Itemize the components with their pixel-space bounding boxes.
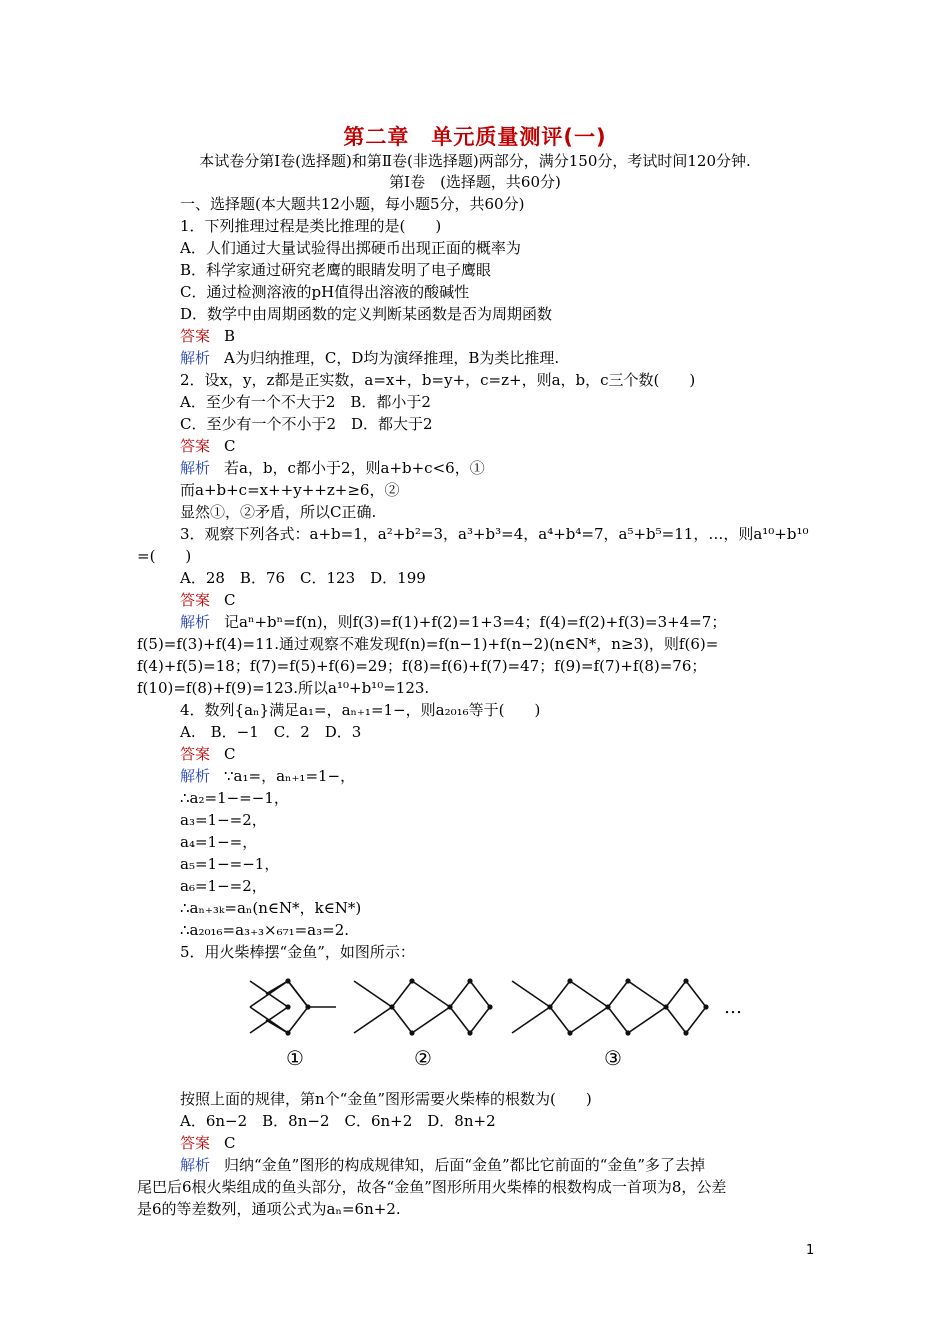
q3-analysis-line4: f(10)=f(8)+f(9)=123.所以a¹⁰+b¹⁰=123. [137,679,430,697]
q5-analysis-text: 归纳“金鱼”图形的构成规律知，后面“金鱼”都比它前面的“金鱼”多了去掉 [224,1156,706,1174]
q4-step-5: a₆=1−=2， [180,877,267,895]
q3-analysis-line2: f(5)=f(3)+f(4)=11.通过观察不难发现f(n)=f(n−1)+f(n−2)(n∈N*，n≥3)，则f(6)= [137,635,719,653]
q4-step-1: ∴a₂=1−=−1， [180,789,289,807]
q1-analysis-text: A为归纳推理，C，D均为演绎推理，B为类比推理. [224,349,560,367]
fish-2-shape [354,981,490,1033]
q2-options-1: A．至少有一个不大于2 B．都小于2 [180,393,431,411]
analysis-tag: 解析 [180,613,211,631]
goldfish-matchstick-figure [236,963,760,1081]
q5-answer-value: C [224,1134,236,1152]
q5-analysis [180,1155,705,1175]
q5-options: A．6n−2 B．8n−2 C．6n+2 D．8n+2 [180,1112,496,1130]
q2-analysis [180,458,485,478]
section1-heading: 一、选择题(本大题共12小题，每小题5分，共60分) [180,195,525,213]
q3-analysis [180,612,726,632]
q5-analysis-line2: 尾巴后6根火柴组成的鱼头部分，故各“金鱼”图形所用火柴棒的根数构成一首项为8，公差 [137,1178,727,1196]
figure-label-2: ② [414,1046,432,1070]
q4-options: A. B．−1 C．2 D．3 [180,723,362,741]
q1-option-c: C．通过检测溶液的pH值得出溶液的酸碱性 [180,283,470,301]
q4-step-7: ∴a₂₀₁₆=a₃₊₃×₆₇₁=a₃=2. [180,921,350,939]
q2-analysis-line2: 而a+b+c=x++y++z+≥6，② [180,481,400,499]
q4-analysis [180,766,355,786]
q2-options-2: C．至少有一个不小于2 D．都大于2 [180,415,433,433]
q3-stem: 3．观察下列各式：a+b=1，a²+b²=3，a³+b³=4，a⁴+b⁴=7，a⁵+b⁵=11，…，则a¹⁰+b¹⁰ [180,525,809,543]
q2-analysis-line3: 显然①，②矛盾，所以C正确. [180,503,377,521]
answer-tag: 答案 [180,591,211,609]
q5-stem: 5．用火柴棒摆“金鱼”，如图所示： [180,943,415,961]
q1-stem: 1．下列推理过程是类比推理的是( ) [180,217,442,235]
q4-answer [180,744,236,764]
q5-question: 按照上面的规律，第n个“金鱼”图形需要火柴棒的根数为( ) [180,1090,592,1108]
q1-option-d: D．数学中由周期函数的定义判断某函数是否为周期函数 [180,305,553,323]
q4-step-6: ∴aₙ₊₃ₖ=aₙ(n∈N*，k∈N*) [180,899,362,917]
page-number: 1 [806,1243,815,1258]
q1-option-b: B．科学家通过研究老鹰的眼睛发明了电子鹰眼 [180,261,492,279]
analysis-tag: 解析 [180,1156,211,1174]
answer-tag: 答案 [180,437,211,455]
chapter-title: 第二章 单元质量测评(一) [343,125,607,149]
q3-answer [180,590,236,610]
q1-option-a: A．人们通过大量试验得出掷硬币出现正面的概率为 [180,239,521,257]
fish-1-shape [250,981,336,1033]
q3-answer-value: C [224,591,236,609]
q4-analysis-text: ∵a₁=，aₙ₊₁=1−， [224,767,356,785]
q4-stem: 4．数列{aₙ}满足a₁=，aₙ₊₁=1−，则a₂₀₁₆等于( ) [180,701,541,719]
analysis-tag: 解析 [180,349,211,367]
q5-analysis-line3: 是6的等差数列，通项公式为aₙ=6n+2. [137,1200,401,1218]
q1-answer-value: B [224,327,236,345]
q3-analysis-text: 记aⁿ+bⁿ=f(n)，则f(3)=f(1)+f(2)=1+3=4；f(4)=f(2)+f(3)=3+4=7； [224,613,727,631]
q3-options: A．28 B．76 C．123 D．199 [180,569,426,587]
q2-analysis-text: 若a，b，c都小于2，则a+b+c<6，① [224,459,485,477]
q4-step-3: a₄=1−=， [180,833,258,851]
answer-tag: 答案 [180,327,211,345]
figure-label-3: ③ [604,1046,622,1070]
figure-label-1: ① [286,1046,304,1070]
q4-step-4: a₅=1−=−1， [180,855,280,873]
q4-step-2: a₃=1−=2， [180,811,267,829]
q4-answer-value: C [224,745,236,763]
figure-ellipsis: … [724,997,742,1018]
analysis-tag: 解析 [180,459,211,477]
q3-analysis-line3: f(4)+f(5)=18；f(7)=f(5)+f(6)=29；f(8)=f(6)+f(7)=47；f(9)=f(7)+f(8)=76； [137,657,707,675]
q5-answer [180,1133,236,1153]
answer-tag: 答案 [180,1134,211,1152]
q1-answer [180,326,235,346]
q2-answer-value: C [224,437,236,455]
q2-answer [180,436,236,456]
q2-stem: 2．设x，y，z都是正实数，a=x+，b=y+，c=z+，则a，b，c三个数( ) [180,371,696,389]
answer-tag: 答案 [180,745,211,763]
part1-heading: 第Ⅰ卷 (选择题，共60分) [389,173,561,191]
intro-text: 本试卷分第Ⅰ卷(选择题)和第Ⅱ卷(非选择题)两部分，满分150分，考试时间120分钟. [199,152,751,170]
q1-analysis [180,348,559,368]
q3-stem-cont: =( ) [137,547,192,565]
analysis-tag: 解析 [180,767,211,785]
